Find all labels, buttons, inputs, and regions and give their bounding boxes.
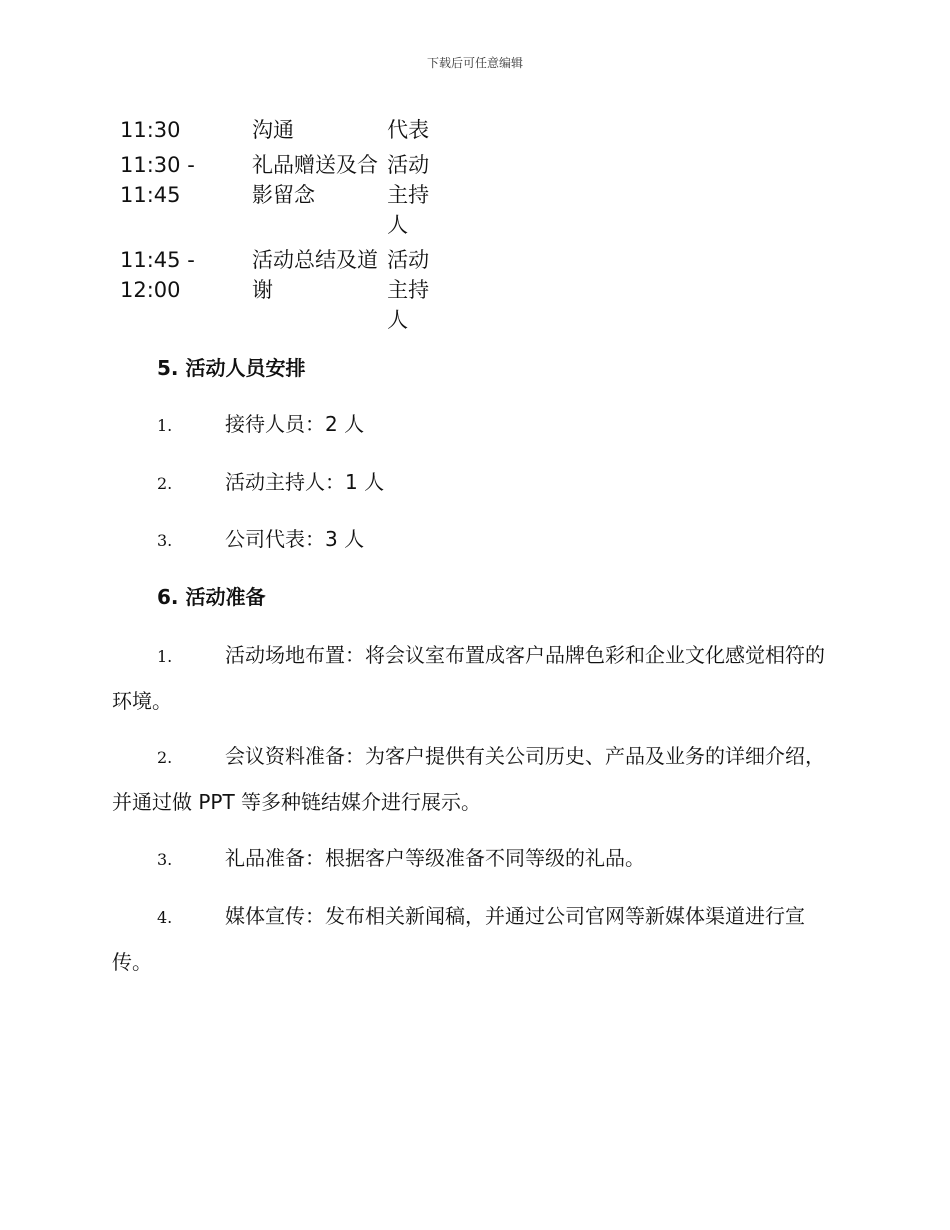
schedule-owner: 代表 xyxy=(387,118,430,142)
list-item xyxy=(112,460,834,506)
section-title-preparation: 6. 活动准备 xyxy=(157,585,266,609)
list-item xyxy=(112,894,834,985)
schedule-time: 11:45 - 12:00 xyxy=(120,248,195,302)
list-number: 3. xyxy=(157,850,173,869)
schedule-time: 11:30 xyxy=(120,118,181,142)
schedule-owner: 活动主持人 xyxy=(387,153,430,237)
list-text: 活动主持人：1 人 xyxy=(225,470,385,494)
list-item xyxy=(112,402,834,448)
list-number: 2. xyxy=(157,474,173,493)
list-text: 礼品准备：根据客户等级准备不同等级的礼品。 xyxy=(225,846,645,870)
table-row xyxy=(120,150,440,245)
list-text: 会议资料准备：为客户提供有关公司历史、产品及业务的详细介绍，并通过做 PPT 等多种链结媒介进行展示。 xyxy=(112,744,825,814)
list-item xyxy=(112,517,834,563)
schedule-activity: 礼品赠送及合影留念 xyxy=(252,153,378,207)
table-row xyxy=(120,245,440,340)
list-number: 1. xyxy=(157,416,173,435)
list-number: 4. xyxy=(157,908,173,927)
list-item xyxy=(112,633,834,724)
table-row xyxy=(120,115,440,150)
page-header: 下载后可任意编辑 xyxy=(426,56,523,70)
list-number: 3. xyxy=(157,531,173,550)
schedule-activity: 活动总结及道谢 xyxy=(252,248,378,302)
list-item xyxy=(112,734,834,825)
list-number: 1. xyxy=(157,647,173,666)
list-text: 活动场地布置：将会议室布置成客户品牌色彩和企业文化感觉相符的环境。 xyxy=(112,643,825,713)
schedule-owner: 活动主持人 xyxy=(387,248,430,332)
list-number: 2. xyxy=(157,748,173,767)
list-text: 接待人员：2 人 xyxy=(225,412,365,436)
schedule-time: 11:30 - 11:45 xyxy=(120,153,195,207)
list-item xyxy=(112,836,834,882)
schedule-table xyxy=(120,115,440,340)
list-text: 媒体宣传：发布相关新闻稿，并通过公司官网等新媒体渠道进行宣传。 xyxy=(112,904,805,974)
schedule-activity: 沟通 xyxy=(252,118,294,142)
section-title-staff: 5. 活动人员安排 xyxy=(157,356,306,380)
list-text: 公司代表：3 人 xyxy=(225,527,365,551)
